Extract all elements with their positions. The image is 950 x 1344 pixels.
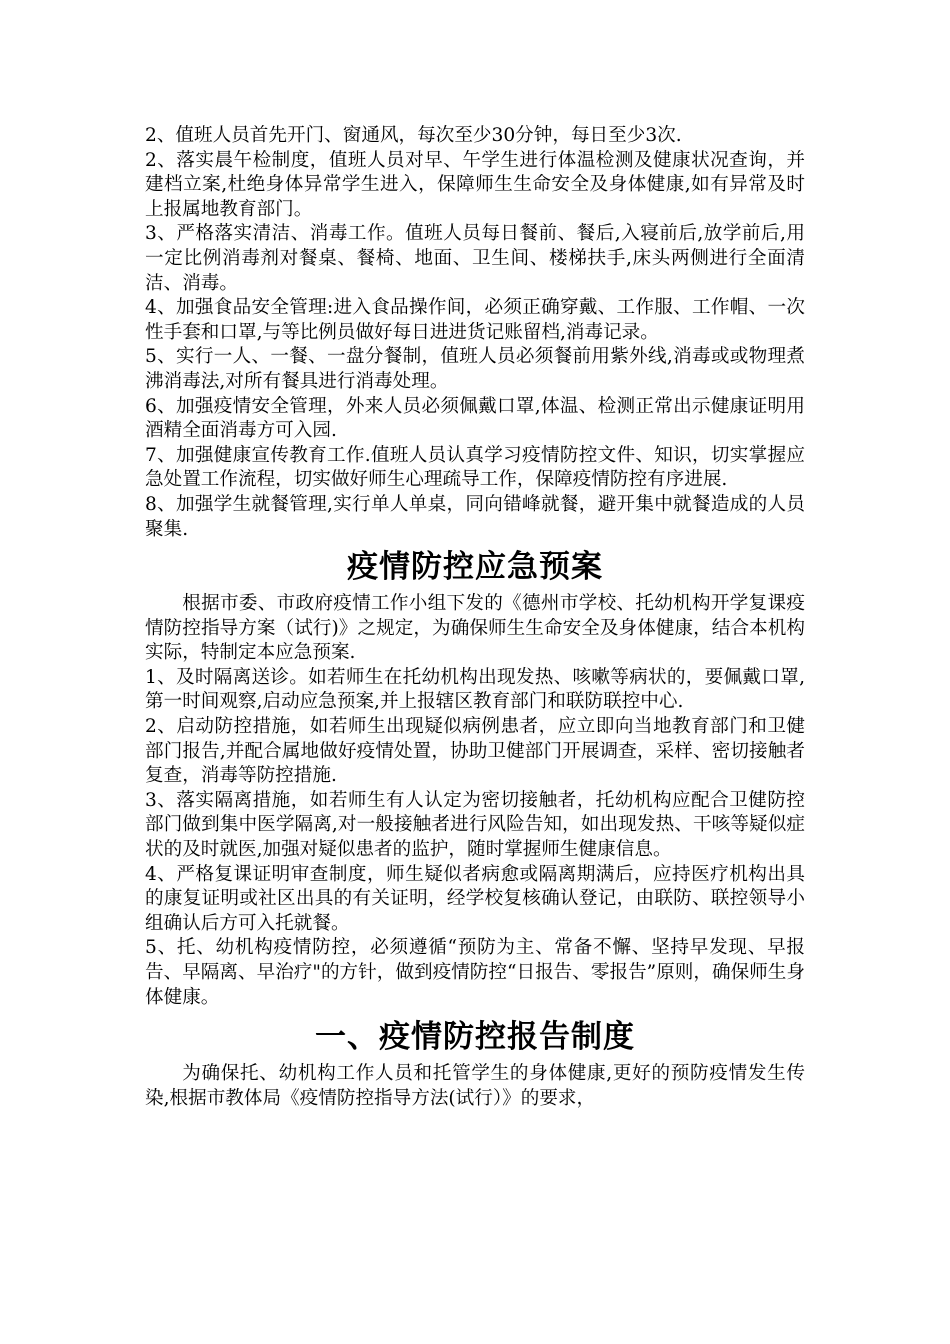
list-item: 3、严格落实清洁、消毒工作。值班人员每日餐前、餐后,入寝前后,放学前后,用一定比例消毒剂对餐桌、餐椅、地面、卫生间、楼梯扶手,床头两侧进行全面清洁、消毒。	[145, 223, 805, 294]
section-report-system	[145, 1012, 805, 1111]
list-item: 6、加强疫情安全管理，外来人员必须佩戴口罩,体温、检测正常出示健康证明用酒精全面消毒方可入园.	[145, 395, 805, 442]
section-emergency-plan	[145, 542, 805, 1010]
list-item: 2、启动防控措施，如若师生出现疑似病例患者，应立即向当地教育部门和卫健部门报告,并配合属地做好疫情处置，协助卫健部门开展调查，采样、密切接触者复查，消毒等防控措施.	[145, 716, 805, 787]
list-item: 2、值班人员首先开门、窗通风，每次至少30分钟，每日至少3次.	[145, 125, 682, 146]
list-item: 3、落实隔离措施，如若师生有人认定为密切接触者，托幼机构应配合卫健防控部门做到集中医学隔离,对一般接触者进行风险告知，如出现发热、干咳等疑似症状的及时就医,加强对疑似患者的监护，随时掌握师生健康信息。	[145, 789, 805, 861]
report-system-title: 一、疫情防控报告制度	[315, 1019, 635, 1056]
list-item: 2、落实晨午检制度，值班人员对早、午学生进行体温检测及健康状况查询，并建档立案,杜绝身体异常学生进入，保障师生生命安全及身体健康,如有异常及时上报属地教育部门。	[145, 149, 805, 220]
section-daily-measures	[145, 124, 805, 542]
list-item: 5、实行一人、一餐、一盘分餐制，值班人员必须餐前用紫外线,消毒或或物理煮沸消毒法,对所有餐具进行消毒处理。	[145, 346, 805, 392]
list-item: 7、加强健康宣传教育工作.值班人员认真学习疫情防控文件、知识，切实掌握应急处置工作流程，切实做好师生心理疏导工作，保障疫情防控有序进展.	[145, 444, 805, 491]
report-system-intro: 为确保托、幼机构工作人员和托管学生的身体健康,更好的预防疫情发生传染,根据市教体局《疫情防控指导方法(试行）》的要求，	[145, 1063, 805, 1109]
emergency-plan-intro: 根据市委、市政府疫情工作小组下发的《德州市学校、托幼机构开学复课疫情防控指导方案（试行)》之规定，为确保师生生命安全及身体健康，结合本机构实际，特制定本应急预案.	[145, 593, 805, 664]
list-item: 4、加强食品安全管理:进入食品操作间，必须正确穿戴、工作服、工作帽、一次性手套和口罩,与等比例员做好每日进进货记账留档,消毒记录。	[145, 297, 805, 343]
list-item: 4、严格复课证明审查制度，师生疑似者病愈或隔离期满后，应持医疗机构出具的康复证明或社区出具的有关证明，经学校复核确认登记，由联防、联控领导小组确认后方可入托就餐。	[145, 863, 805, 934]
emergency-plan-title: 疫情防控应急预案	[347, 549, 603, 586]
list-item: 5、托、幼机构疫情防控，必须遵循“预防为主、常备不懈、坚持早发现、早报告、早隔离、早治疗"的方针，做到疫情防控“日报告、零报告”原则，确保师生身体健康。	[145, 937, 805, 1008]
list-item: 8、加强学生就餐管理,实行单人单桌，同向错峰就餐，避开集中就餐造成的人员聚集.	[145, 493, 805, 540]
list-item: 1、及时隔离送诊。如若师生在托幼机构出现发热、咳嗽等病状的，要佩戴口罩,第一时间观察,启动应急预案,并上报辖区教育部门和联防联控中心.	[145, 666, 805, 713]
document-page	[145, 124, 805, 1111]
